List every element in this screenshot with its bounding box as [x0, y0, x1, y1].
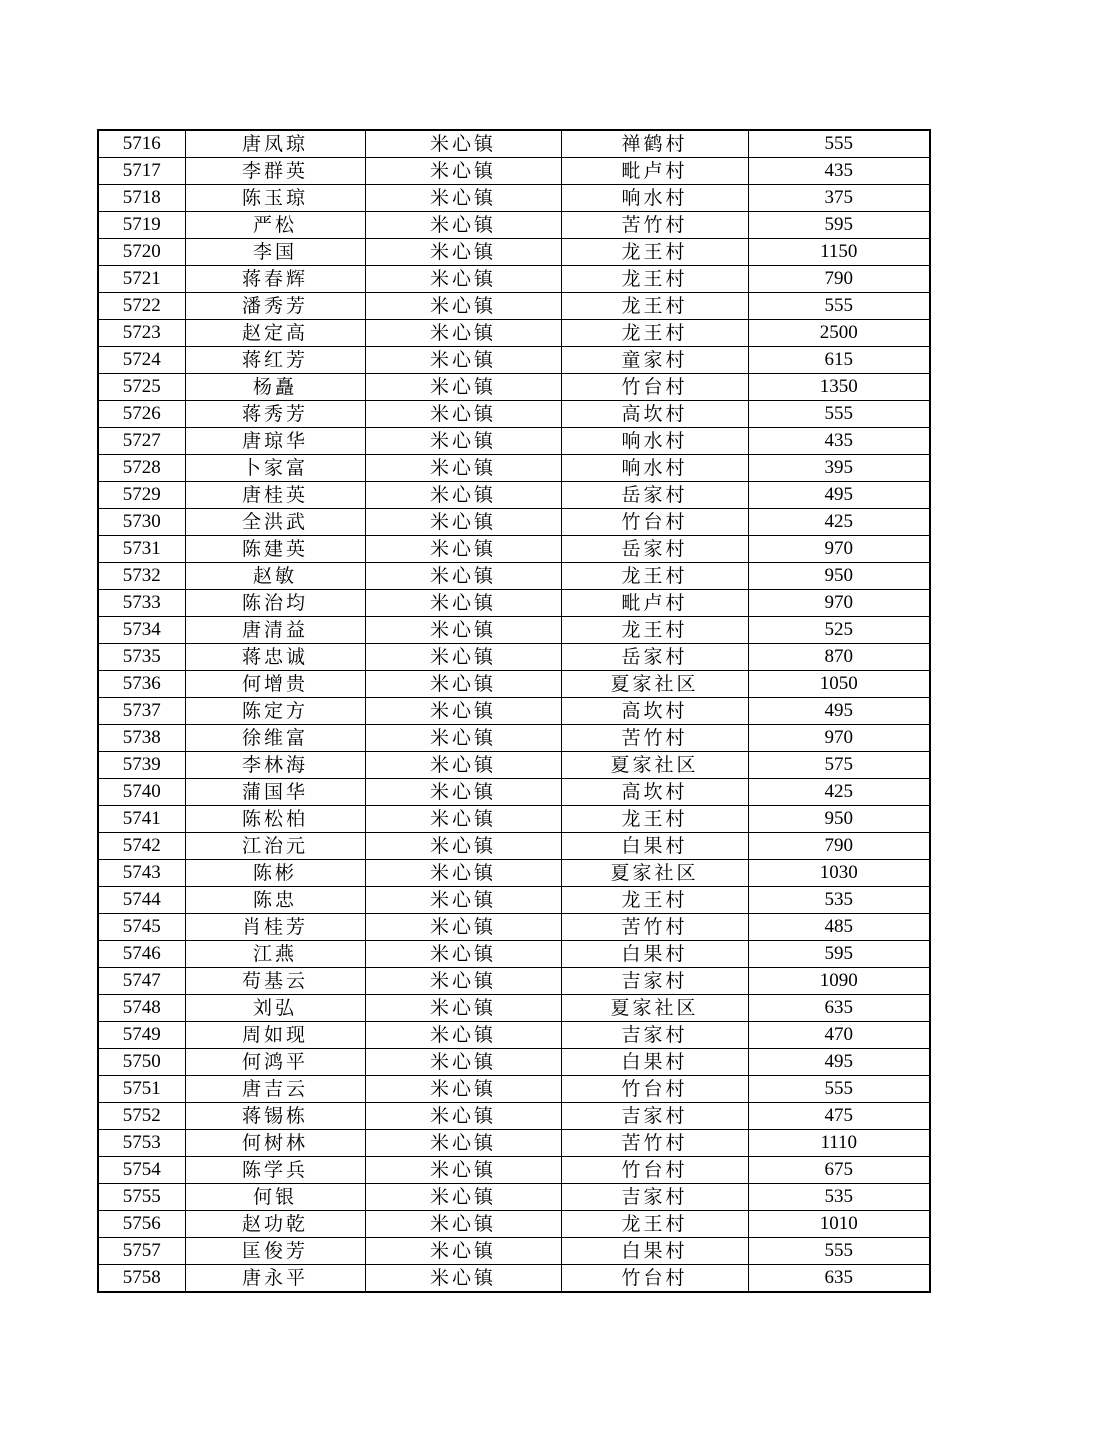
name-cell: 刘弘	[185, 995, 365, 1022]
table-row	[98, 1103, 930, 1130]
village-cell: 龙王村	[561, 806, 748, 833]
town-cell: 米心镇	[365, 320, 561, 347]
amount-cell: 675	[748, 1157, 930, 1184]
town-cell: 米心镇	[365, 779, 561, 806]
row-number-cell: 5731	[98, 536, 185, 563]
name-cell: 赵敏	[185, 563, 365, 590]
village-cell: 岳家村	[561, 644, 748, 671]
row-number-cell: 5745	[98, 914, 185, 941]
village-cell: 高坎村	[561, 401, 748, 428]
name-cell: 陈松柏	[185, 806, 365, 833]
table-row	[98, 185, 930, 212]
town-cell: 米心镇	[365, 239, 561, 266]
town-cell: 米心镇	[365, 941, 561, 968]
table-row	[98, 1130, 930, 1157]
town-cell: 米心镇	[365, 887, 561, 914]
table-row	[98, 860, 930, 887]
row-number-cell: 5721	[98, 266, 185, 293]
name-cell: 何鸿平	[185, 1049, 365, 1076]
table-row	[98, 401, 930, 428]
row-number-cell: 5747	[98, 968, 185, 995]
name-cell: 蒋锡栋	[185, 1103, 365, 1130]
village-cell: 竹台村	[561, 1076, 748, 1103]
amount-cell: 555	[748, 293, 930, 320]
town-cell: 米心镇	[365, 401, 561, 428]
town-cell: 米心镇	[365, 428, 561, 455]
table-row	[98, 130, 930, 158]
town-cell: 米心镇	[365, 860, 561, 887]
amount-cell: 435	[748, 158, 930, 185]
village-cell: 竹台村	[561, 1157, 748, 1184]
name-cell: 唐凤琼	[185, 130, 365, 158]
row-number-cell: 5723	[98, 320, 185, 347]
name-cell: 赵定高	[185, 320, 365, 347]
row-number-cell: 5728	[98, 455, 185, 482]
table-row	[98, 428, 930, 455]
amount-cell: 635	[748, 995, 930, 1022]
amount-cell: 950	[748, 806, 930, 833]
name-cell: 赵功乾	[185, 1211, 365, 1238]
village-cell: 响水村	[561, 455, 748, 482]
name-cell: 何树林	[185, 1130, 365, 1157]
amount-cell: 525	[748, 617, 930, 644]
table-body	[98, 130, 930, 1292]
town-cell: 米心镇	[365, 509, 561, 536]
village-cell: 响水村	[561, 185, 748, 212]
town-cell: 米心镇	[365, 1238, 561, 1265]
amount-cell: 2500	[748, 320, 930, 347]
village-cell: 苦竹村	[561, 914, 748, 941]
row-number-cell: 5718	[98, 185, 185, 212]
town-cell: 米心镇	[365, 212, 561, 239]
name-cell: 陈建英	[185, 536, 365, 563]
village-cell: 龙王村	[561, 293, 748, 320]
village-cell: 童家村	[561, 347, 748, 374]
amount-cell: 1030	[748, 860, 930, 887]
row-number-cell: 5729	[98, 482, 185, 509]
amount-cell: 1090	[748, 968, 930, 995]
village-cell: 龙王村	[561, 266, 748, 293]
row-number-cell: 5737	[98, 698, 185, 725]
amount-cell: 435	[748, 428, 930, 455]
name-cell: 潘秀芳	[185, 293, 365, 320]
table-row	[98, 968, 930, 995]
village-cell: 白果村	[561, 941, 748, 968]
village-cell: 苦竹村	[561, 725, 748, 752]
table-row	[98, 1157, 930, 1184]
village-cell: 夏家社区	[561, 995, 748, 1022]
town-cell: 米心镇	[365, 725, 561, 752]
name-cell: 蒋秀芳	[185, 401, 365, 428]
name-cell: 陈忠	[185, 887, 365, 914]
name-cell: 全洪武	[185, 509, 365, 536]
village-cell: 夏家社区	[561, 752, 748, 779]
table-row	[98, 1184, 930, 1211]
row-number-cell: 5736	[98, 671, 185, 698]
amount-cell: 595	[748, 941, 930, 968]
name-cell: 卜家富	[185, 455, 365, 482]
row-number-cell: 5727	[98, 428, 185, 455]
name-cell: 江治元	[185, 833, 365, 860]
name-cell: 何增贵	[185, 671, 365, 698]
name-cell: 徐维富	[185, 725, 365, 752]
table-row	[98, 617, 930, 644]
row-number-cell: 5752	[98, 1103, 185, 1130]
amount-cell: 395	[748, 455, 930, 482]
town-cell: 米心镇	[365, 833, 561, 860]
row-number-cell: 5744	[98, 887, 185, 914]
row-number-cell: 5719	[98, 212, 185, 239]
name-cell: 唐永平	[185, 1265, 365, 1293]
town-cell: 米心镇	[365, 1022, 561, 1049]
row-number-cell: 5758	[98, 1265, 185, 1293]
name-cell: 陈学兵	[185, 1157, 365, 1184]
amount-cell: 970	[748, 536, 930, 563]
amount-cell: 615	[748, 347, 930, 374]
town-cell: 米心镇	[365, 968, 561, 995]
village-cell: 竹台村	[561, 1265, 748, 1293]
row-number-cell: 5733	[98, 590, 185, 617]
row-number-cell: 5740	[98, 779, 185, 806]
village-cell: 白果村	[561, 1049, 748, 1076]
name-cell: 何银	[185, 1184, 365, 1211]
table-row	[98, 833, 930, 860]
town-cell: 米心镇	[365, 698, 561, 725]
town-cell: 米心镇	[365, 1103, 561, 1130]
amount-cell: 375	[748, 185, 930, 212]
row-number-cell: 5755	[98, 1184, 185, 1211]
row-number-cell: 5726	[98, 401, 185, 428]
table-row	[98, 887, 930, 914]
row-number-cell: 5716	[98, 130, 185, 158]
table-row	[98, 698, 930, 725]
table-row	[98, 482, 930, 509]
table-row	[98, 914, 930, 941]
name-cell: 蒋红芳	[185, 347, 365, 374]
table-row	[98, 725, 930, 752]
row-number-cell: 5751	[98, 1076, 185, 1103]
village-cell: 吉家村	[561, 1103, 748, 1130]
village-cell: 高坎村	[561, 698, 748, 725]
town-cell: 米心镇	[365, 644, 561, 671]
village-cell: 龙王村	[561, 320, 748, 347]
amount-cell: 970	[748, 725, 930, 752]
table-row	[98, 266, 930, 293]
amount-cell: 870	[748, 644, 930, 671]
row-number-cell: 5746	[98, 941, 185, 968]
table-row	[98, 752, 930, 779]
name-cell: 杨矗	[185, 374, 365, 401]
table-row	[98, 455, 930, 482]
table-row	[98, 293, 930, 320]
table-row	[98, 374, 930, 401]
town-cell: 米心镇	[365, 455, 561, 482]
name-cell: 陈彬	[185, 860, 365, 887]
row-number-cell: 5730	[98, 509, 185, 536]
amount-cell: 495	[748, 482, 930, 509]
village-cell: 竹台村	[561, 374, 748, 401]
row-number-cell: 5717	[98, 158, 185, 185]
amount-cell: 535	[748, 887, 930, 914]
name-cell: 肖桂芳	[185, 914, 365, 941]
table-row	[98, 563, 930, 590]
table-row	[98, 239, 930, 266]
town-cell: 米心镇	[365, 1130, 561, 1157]
village-cell: 响水村	[561, 428, 748, 455]
row-number-cell: 5757	[98, 1238, 185, 1265]
village-cell: 龙王村	[561, 1211, 748, 1238]
amount-cell: 1350	[748, 374, 930, 401]
name-cell: 蒋忠诚	[185, 644, 365, 671]
row-number-cell: 5739	[98, 752, 185, 779]
amount-cell: 475	[748, 1103, 930, 1130]
table-row	[98, 536, 930, 563]
town-cell: 米心镇	[365, 536, 561, 563]
town-cell: 米心镇	[365, 158, 561, 185]
name-cell: 唐琼华	[185, 428, 365, 455]
town-cell: 米心镇	[365, 1184, 561, 1211]
row-number-cell: 5750	[98, 1049, 185, 1076]
amount-cell: 970	[748, 590, 930, 617]
name-cell: 李林海	[185, 752, 365, 779]
village-cell: 吉家村	[561, 1184, 748, 1211]
table-row	[98, 995, 930, 1022]
village-cell: 白果村	[561, 1238, 748, 1265]
row-number-cell: 5738	[98, 725, 185, 752]
village-cell: 吉家村	[561, 1022, 748, 1049]
name-cell: 唐吉云	[185, 1076, 365, 1103]
amount-cell: 425	[748, 779, 930, 806]
row-number-cell: 5743	[98, 860, 185, 887]
name-cell: 陈治均	[185, 590, 365, 617]
name-cell: 周如现	[185, 1022, 365, 1049]
amount-cell: 595	[748, 212, 930, 239]
amount-cell: 535	[748, 1184, 930, 1211]
row-number-cell: 5734	[98, 617, 185, 644]
village-cell: 竹台村	[561, 509, 748, 536]
village-cell: 龙王村	[561, 239, 748, 266]
amount-cell: 485	[748, 914, 930, 941]
town-cell: 米心镇	[365, 1211, 561, 1238]
village-cell: 吉家村	[561, 968, 748, 995]
table-row	[98, 671, 930, 698]
village-cell: 夏家社区	[561, 860, 748, 887]
village-cell: 高坎村	[561, 779, 748, 806]
row-number-cell: 5735	[98, 644, 185, 671]
name-cell: 严松	[185, 212, 365, 239]
name-cell: 蒲国华	[185, 779, 365, 806]
town-cell: 米心镇	[365, 482, 561, 509]
name-cell: 蒋春辉	[185, 266, 365, 293]
row-number-cell: 5756	[98, 1211, 185, 1238]
amount-cell: 950	[748, 563, 930, 590]
row-number-cell: 5720	[98, 239, 185, 266]
amount-cell: 425	[748, 509, 930, 536]
town-cell: 米心镇	[365, 185, 561, 212]
row-number-cell: 5742	[98, 833, 185, 860]
amount-cell: 790	[748, 266, 930, 293]
name-cell: 唐桂英	[185, 482, 365, 509]
name-cell: 陈玉琼	[185, 185, 365, 212]
table-row	[98, 509, 930, 536]
amount-cell: 1110	[748, 1130, 930, 1157]
name-cell: 李国	[185, 239, 365, 266]
town-cell: 米心镇	[365, 293, 561, 320]
town-cell: 米心镇	[365, 752, 561, 779]
table-row	[98, 1211, 930, 1238]
amount-cell: 1010	[748, 1211, 930, 1238]
town-cell: 米心镇	[365, 563, 561, 590]
amount-cell: 555	[748, 401, 930, 428]
table-row	[98, 320, 930, 347]
table-row	[98, 347, 930, 374]
amount-cell: 1050	[748, 671, 930, 698]
town-cell: 米心镇	[365, 347, 561, 374]
row-number-cell: 5725	[98, 374, 185, 401]
amount-cell: 1150	[748, 239, 930, 266]
table-row	[98, 212, 930, 239]
table-row	[98, 1049, 930, 1076]
row-number-cell: 5753	[98, 1130, 185, 1157]
row-number-cell: 5732	[98, 563, 185, 590]
row-number-cell: 5754	[98, 1157, 185, 1184]
town-cell: 米心镇	[365, 671, 561, 698]
town-cell: 米心镇	[365, 374, 561, 401]
table-row	[98, 779, 930, 806]
town-cell: 米心镇	[365, 590, 561, 617]
village-cell: 禅鹤村	[561, 130, 748, 158]
table-row	[98, 1076, 930, 1103]
amount-cell: 575	[748, 752, 930, 779]
amount-cell: 495	[748, 1049, 930, 1076]
town-cell: 米心镇	[365, 1157, 561, 1184]
town-cell: 米心镇	[365, 617, 561, 644]
table-row	[98, 1265, 930, 1293]
table-row	[98, 806, 930, 833]
village-cell: 岳家村	[561, 536, 748, 563]
town-cell: 米心镇	[365, 806, 561, 833]
name-cell: 李群英	[185, 158, 365, 185]
village-cell: 苦竹村	[561, 212, 748, 239]
amount-cell: 495	[748, 698, 930, 725]
row-number-cell: 5724	[98, 347, 185, 374]
village-cell: 龙王村	[561, 563, 748, 590]
data-table	[97, 129, 931, 1293]
village-cell: 毗卢村	[561, 158, 748, 185]
town-cell: 米心镇	[365, 1076, 561, 1103]
village-cell: 白果村	[561, 833, 748, 860]
table-row	[98, 590, 930, 617]
town-cell: 米心镇	[365, 266, 561, 293]
amount-cell: 555	[748, 1238, 930, 1265]
amount-cell: 790	[748, 833, 930, 860]
village-cell: 岳家村	[561, 482, 748, 509]
village-cell: 龙王村	[561, 617, 748, 644]
name-cell: 江燕	[185, 941, 365, 968]
name-cell: 苟基云	[185, 968, 365, 995]
row-number-cell: 5741	[98, 806, 185, 833]
table-row	[98, 941, 930, 968]
table-row	[98, 644, 930, 671]
village-cell: 苦竹村	[561, 1130, 748, 1157]
table-row	[98, 1022, 930, 1049]
town-cell: 米心镇	[365, 1265, 561, 1293]
row-number-cell: 5749	[98, 1022, 185, 1049]
town-cell: 米心镇	[365, 130, 561, 158]
table-row	[98, 1238, 930, 1265]
amount-cell: 470	[748, 1022, 930, 1049]
table-row	[98, 158, 930, 185]
town-cell: 米心镇	[365, 1049, 561, 1076]
town-cell: 米心镇	[365, 914, 561, 941]
name-cell: 陈定方	[185, 698, 365, 725]
amount-cell: 635	[748, 1265, 930, 1293]
row-number-cell: 5748	[98, 995, 185, 1022]
town-cell: 米心镇	[365, 995, 561, 1022]
village-cell: 毗卢村	[561, 590, 748, 617]
village-cell: 龙王村	[561, 887, 748, 914]
village-cell: 夏家社区	[561, 671, 748, 698]
amount-cell: 555	[748, 130, 930, 158]
name-cell: 唐清益	[185, 617, 365, 644]
row-number-cell: 5722	[98, 293, 185, 320]
amount-cell: 555	[748, 1076, 930, 1103]
name-cell: 匡俊芳	[185, 1238, 365, 1265]
